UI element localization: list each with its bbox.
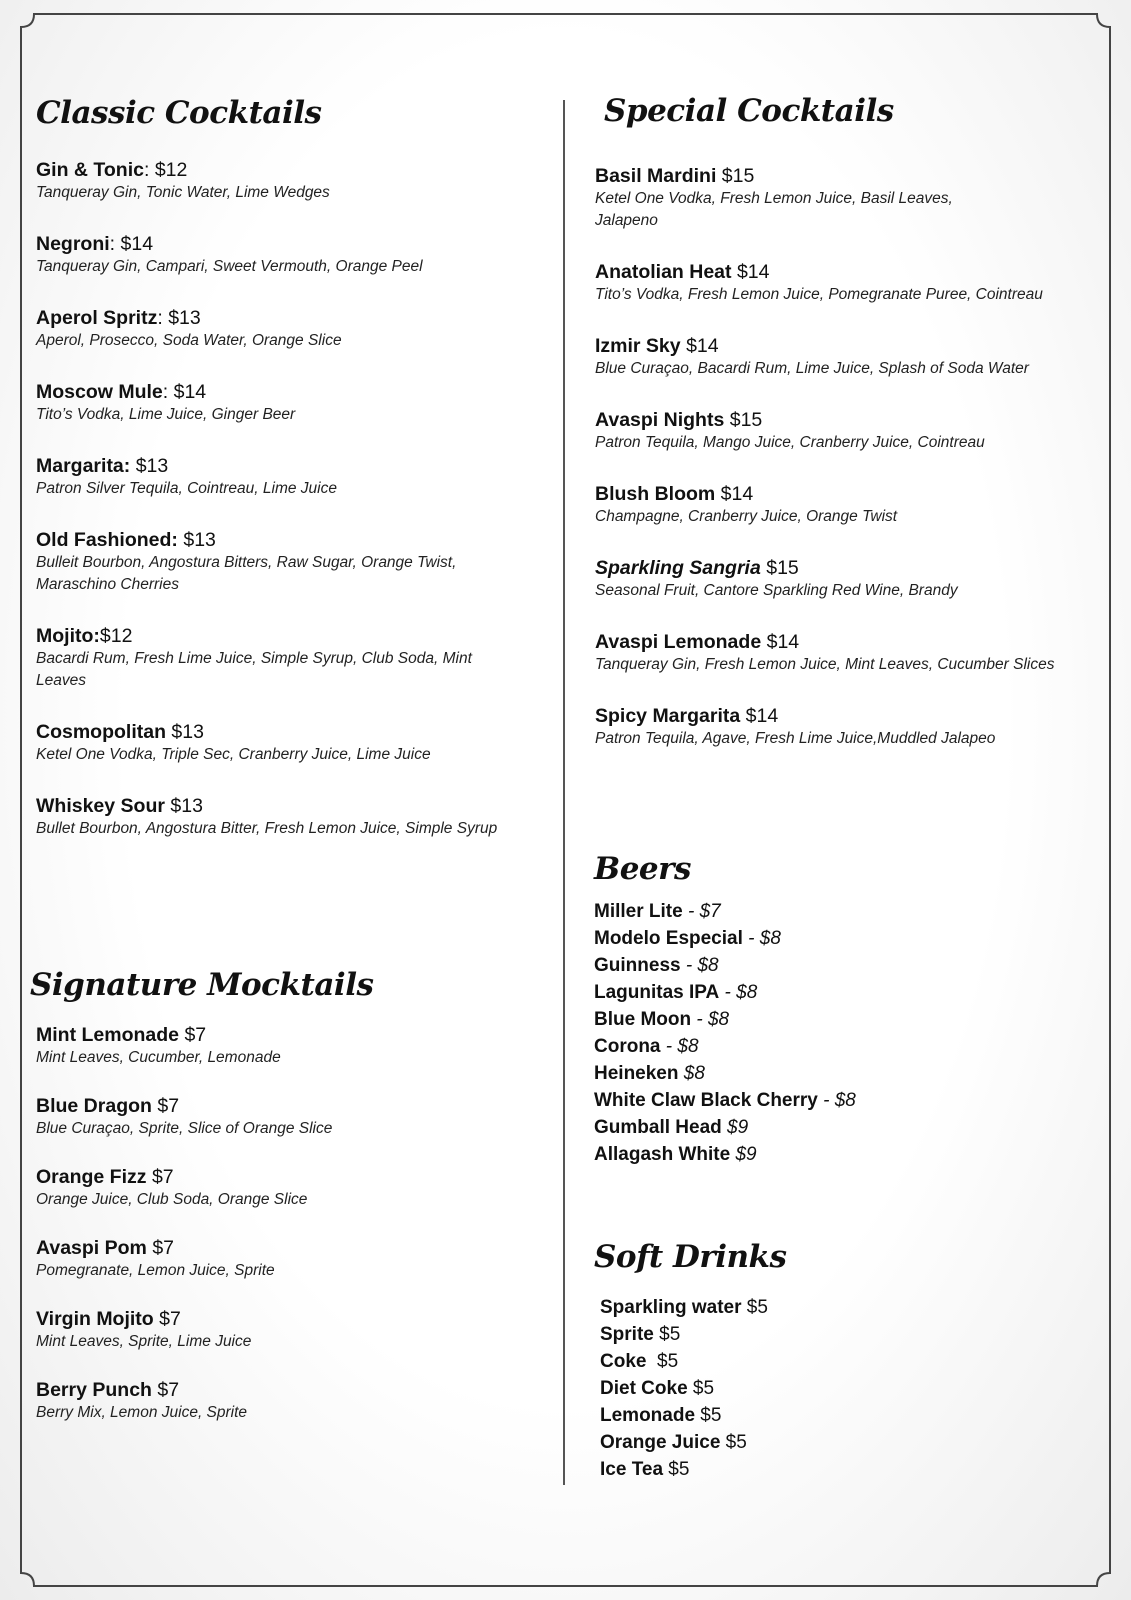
menu-item-description: Blue Curaçao, Bacardi Rum, Lime Juice, Splash of Soda Water xyxy=(595,360,1029,377)
menu-item-title-line xyxy=(36,158,497,182)
soft-drink-item-name: Coke xyxy=(600,1351,647,1372)
menu-item-description: Bulleit Bourbon, Angostura Bitters, Raw Sugar, Orange Twist, xyxy=(36,554,457,571)
menu-item xyxy=(36,1236,332,1282)
beer-item-price: - $8 xyxy=(680,955,719,976)
beer-item xyxy=(594,1033,856,1060)
column-divider xyxy=(563,100,565,1485)
menu-item-title-line xyxy=(595,556,1054,580)
menu-item-title-line xyxy=(36,232,497,256)
beer-item xyxy=(594,1141,856,1168)
soft-drink-item-price: $5 xyxy=(653,1324,681,1345)
beers-heading: Beers xyxy=(594,851,691,887)
menu-item-price: $14 xyxy=(720,483,754,505)
menu-item-price: $14 xyxy=(173,381,207,403)
menu-item-title-line xyxy=(595,630,1054,654)
menu-item-name: Gin & Tonic xyxy=(36,159,144,181)
classic-cocktails-list xyxy=(36,158,497,868)
menu-item xyxy=(595,482,1054,528)
menu-item xyxy=(595,556,1054,602)
menu-item-name: Izmir Sky xyxy=(595,335,681,357)
soft-drink-item-price: $5 xyxy=(646,1351,679,1372)
menu-item-description: Ketel One Vodka, Fresh Lemon Juice, Basil Leaves, xyxy=(595,190,953,207)
menu-item-name: Old Fashioned: xyxy=(36,529,178,551)
beer-item-price: $9 xyxy=(730,1144,757,1165)
menu-item-title-line xyxy=(595,704,1054,728)
menu-item xyxy=(36,794,497,840)
soft-drink-item xyxy=(600,1456,768,1483)
menu-item-price: $15 xyxy=(766,557,799,579)
soft-drink-item-price: $5 xyxy=(720,1432,747,1453)
menu-item xyxy=(36,720,497,766)
soft-drink-item-price: $5 xyxy=(741,1297,768,1318)
soft-drink-item-price: $5 xyxy=(695,1405,722,1426)
soft-drink-item-name: Lemonade xyxy=(600,1405,696,1426)
menu-item-name: Aperol Spritz xyxy=(36,307,158,329)
menu-item-price: $13 xyxy=(168,307,201,329)
beer-item xyxy=(594,1006,856,1033)
menu-item xyxy=(36,1307,332,1353)
menu-item-price: $14 xyxy=(745,705,779,727)
classic-cocktails-section xyxy=(36,96,322,130)
special-cocktails-section xyxy=(604,94,894,128)
soft-drink-item-name: Sparkling water xyxy=(600,1297,742,1318)
menu-item-name: Avaspi Nights xyxy=(595,409,725,431)
menu-item-separator: : xyxy=(157,307,169,329)
menu-item-description: Blue Curaçao, Sprite, Slice of Orange Slice xyxy=(36,1120,333,1137)
beer-item-price: - $8 xyxy=(817,1090,856,1111)
special-cocktails-heading: Special Cocktails xyxy=(604,93,894,129)
menu-item-name: Margarita: xyxy=(36,455,131,477)
soft-drink-item-price: $5 xyxy=(687,1378,715,1399)
menu-item-name: Blush Bloom xyxy=(595,483,716,505)
menu-item-price: $7 xyxy=(157,1095,180,1117)
beer-item-price: - $8 xyxy=(660,1036,699,1057)
menu-item-name: Whiskey Sour xyxy=(36,795,165,817)
menu-item-description: Ketel One Vodka, Triple Sec, Cranberry Juice, Lime Juice xyxy=(36,746,431,763)
menu-item xyxy=(36,454,497,500)
classic-cocktails-heading: Classic Cocktails xyxy=(36,95,322,131)
menu-item-separator: : xyxy=(143,159,155,181)
menu-item-description: Tito’s Vodka, Fresh Lemon Juice, Pomegranate Puree, Cointreau xyxy=(595,286,1043,303)
beer-item-name: Heineken xyxy=(594,1063,679,1084)
signature-mocktails-heading: Signature Mocktails xyxy=(30,967,374,1003)
menu-item-name: Spicy Margarita xyxy=(595,705,741,727)
beer-item xyxy=(594,898,856,925)
menu-item-price: $14 xyxy=(120,233,154,255)
menu-item-name: Blue Dragon xyxy=(36,1095,152,1117)
menu-item-description: Seasonal Fruit, Cantore Sparkling Red Wine, Brandy xyxy=(595,582,958,599)
beer-item-name: Miller Lite xyxy=(594,901,683,922)
menu-item-description: Pomegranate, Lemon Juice, Sprite xyxy=(36,1262,275,1279)
menu-item-title-line xyxy=(595,408,1054,432)
beer-item-price: $9 xyxy=(721,1117,749,1138)
menu-item-title-line xyxy=(36,1307,332,1331)
menu-item-description: Patron Silver Tequila, Cointreau, Lime Juice xyxy=(36,480,337,497)
menu-item-description: Tito’s Vodka, Lime Juice, Ginger Beer xyxy=(36,406,296,423)
soft-drink-item xyxy=(600,1348,768,1375)
menu-item-description-cont: Jalapeno xyxy=(595,212,658,229)
menu-item-price: $13 xyxy=(170,795,203,817)
beer-item-name: Lagunitas IPA xyxy=(594,982,720,1003)
menu-item xyxy=(36,1378,332,1424)
menu-item-description: Champagne, Cranberry Juice, Orange Twist xyxy=(595,508,898,525)
menu-item-name: Moscow Mule xyxy=(36,381,163,403)
menu-item-name: Sparkling Sangria xyxy=(595,557,761,579)
menu-item-price: $7 xyxy=(151,1166,174,1188)
soft-drink-item-name: Orange Juice xyxy=(600,1432,721,1453)
beer-item-name: Corona xyxy=(594,1036,661,1057)
beer-item xyxy=(594,1060,856,1087)
menu-item-description: Tanqueray Gin, Campari, Sweet Vermouth, Orange Peel xyxy=(36,258,423,275)
soft-drink-item xyxy=(600,1402,768,1429)
beer-item xyxy=(594,1087,856,1114)
menu-item-name: Anatolian Heat xyxy=(595,261,732,283)
menu-item-title-line xyxy=(36,1236,332,1260)
menu-item-price: $14 xyxy=(686,335,719,357)
soft-drink-item-price: $5 xyxy=(663,1459,690,1480)
beer-item-name: Gumball Head xyxy=(594,1117,722,1138)
menu-item-price: $12 xyxy=(154,159,188,181)
menu-item-price: $12 xyxy=(99,625,133,647)
menu-item-title-line xyxy=(595,260,1054,284)
menu-item-title-line xyxy=(36,1094,332,1118)
menu-item xyxy=(595,334,1054,380)
menu-item xyxy=(595,164,1054,232)
menu-item-title-line xyxy=(36,1165,332,1189)
menu-item-title-line xyxy=(36,1378,332,1402)
menu-item xyxy=(36,1023,332,1069)
soft-drink-item xyxy=(600,1321,768,1348)
menu-item-name: Avaspi Pom xyxy=(36,1237,147,1259)
menu-item-title-line xyxy=(36,454,497,478)
beer-item xyxy=(594,925,856,952)
menu-item xyxy=(595,260,1054,306)
beer-item-price: - $8 xyxy=(742,928,781,949)
menu-item-description: Patron Tequila, Mango Juice, Cranberry Juice, Cointreau xyxy=(595,434,985,451)
menu-item-price: $7 xyxy=(184,1024,207,1046)
menu-item-description-cont: Leaves xyxy=(36,672,86,689)
beer-item-price: - $7 xyxy=(682,901,721,922)
menu-item-description: Mint Leaves, Sprite, Lime Juice xyxy=(36,1333,252,1350)
menu-item xyxy=(595,408,1054,454)
beers-list xyxy=(594,898,856,1168)
menu-item-title-line xyxy=(595,164,1054,188)
soft-drink-item-name: Ice Tea xyxy=(600,1459,664,1480)
menu-item-price: $15 xyxy=(721,165,755,187)
beer-item-price: - $8 xyxy=(691,1009,730,1030)
menu-item-description-cont: Maraschino Cherries xyxy=(36,576,179,593)
menu-item-price: $15 xyxy=(729,409,763,431)
beer-item-name: White Claw Black Cherry xyxy=(594,1090,818,1111)
menu-item xyxy=(36,1094,332,1140)
menu-item-description: Tanqueray Gin, Tonic Water, Lime Wedges xyxy=(36,184,330,201)
special-cocktails-list xyxy=(595,164,1054,778)
menu-item-separator: : xyxy=(162,381,174,403)
menu-item xyxy=(595,630,1054,676)
menu-item-title-line xyxy=(36,1023,332,1047)
beer-item-price: $8 xyxy=(678,1063,705,1084)
menu-item-price: $13 xyxy=(135,455,169,477)
menu-item-title-line xyxy=(36,380,497,404)
soft-drinks-section xyxy=(594,1240,786,1274)
menu-item xyxy=(36,380,497,426)
soft-drinks-heading: Soft Drinks xyxy=(594,1239,787,1275)
menu-item-description: Bacardi Rum, Fresh Lime Juice, Simple Syrup, Club Soda, Mint xyxy=(36,650,472,667)
beer-item-name: Guinness xyxy=(594,955,681,976)
menu-item-description: Bullet Bourbon, Angostura Bitter, Fresh Lemon Juice, Simple Syrup xyxy=(36,820,498,837)
beer-item xyxy=(594,952,856,979)
menu-item xyxy=(36,624,497,692)
menu-item-description: Aperol, Prosecco, Soda Water, Orange Slice xyxy=(36,332,342,349)
menu-item-title-line xyxy=(36,794,497,818)
menu-item xyxy=(36,232,497,278)
menu-item-price: $7 xyxy=(159,1308,181,1330)
menu-item-title-line xyxy=(36,720,497,744)
menu-item-description: Orange Juice, Club Soda, Orange Slice xyxy=(36,1191,308,1208)
beer-item-price: - $8 xyxy=(719,982,758,1003)
soft-drink-item-name: Sprite xyxy=(600,1324,654,1345)
menu-item-separator: : xyxy=(109,233,121,255)
signature-mocktails-section xyxy=(30,968,373,1002)
menu-item-name: Cosmopolitan xyxy=(36,721,166,743)
menu-item xyxy=(36,528,497,596)
soft-drink-item xyxy=(600,1429,768,1456)
soft-drink-item xyxy=(600,1294,768,1321)
menu-item-price: $13 xyxy=(171,721,204,743)
menu-item-name: Avaspi Lemonade xyxy=(595,631,762,653)
menu-item-name: Orange Fizz xyxy=(36,1166,147,1188)
menu-item-title-line xyxy=(595,334,1054,358)
beers-section xyxy=(594,852,691,886)
menu-item-price: $7 xyxy=(152,1237,175,1259)
soft-drink-item xyxy=(600,1375,768,1402)
menu-item-title-line xyxy=(36,306,497,330)
menu-item-description: Berry Mix, Lemon Juice, Sprite xyxy=(36,1404,248,1421)
menu-item xyxy=(36,1165,332,1211)
menu-item-price: $7 xyxy=(157,1379,180,1401)
menu-item-name: Mojito: xyxy=(36,625,100,647)
menu-item-title-line xyxy=(36,624,497,648)
beer-item-name: Modelo Especial xyxy=(594,928,743,949)
menu-item-name: Mint Lemonade xyxy=(36,1024,180,1046)
menu-item xyxy=(595,704,1054,750)
menu-item-description: Patron Tequila, Agave, Fresh Lime Juice,Muddled Jalapeo xyxy=(595,730,996,747)
menu-item-name: Negroni xyxy=(36,233,110,255)
soft-drink-item-name: Diet Coke xyxy=(600,1378,688,1399)
menu-item-description: Tanqueray Gin, Fresh Lemon Juice, Mint Leaves, Cucumber Slices xyxy=(595,656,1055,673)
menu-item-title-line xyxy=(595,482,1054,506)
menu-item-name: Berry Punch xyxy=(36,1379,152,1401)
menu-item-price: $14 xyxy=(736,261,770,283)
beer-item xyxy=(594,979,856,1006)
menu-item-name: Virgin Mojito xyxy=(36,1308,154,1330)
beer-item xyxy=(594,1114,856,1141)
menu-item-name: Basil Mardini xyxy=(595,165,717,187)
menu-item-title-line xyxy=(36,528,497,552)
menu-item-price: $13 xyxy=(183,529,216,551)
beer-item-name: Blue Moon xyxy=(594,1009,692,1030)
soft-drinks-list xyxy=(600,1294,768,1483)
menu-item-price: $14 xyxy=(766,631,800,653)
menu-item-description: Mint Leaves, Cucumber, Lemonade xyxy=(36,1049,281,1066)
menu-item xyxy=(36,158,497,204)
signature-mocktails-list xyxy=(36,1023,332,1449)
menu-item xyxy=(36,306,497,352)
beer-item-name: Allagash White xyxy=(594,1144,731,1165)
